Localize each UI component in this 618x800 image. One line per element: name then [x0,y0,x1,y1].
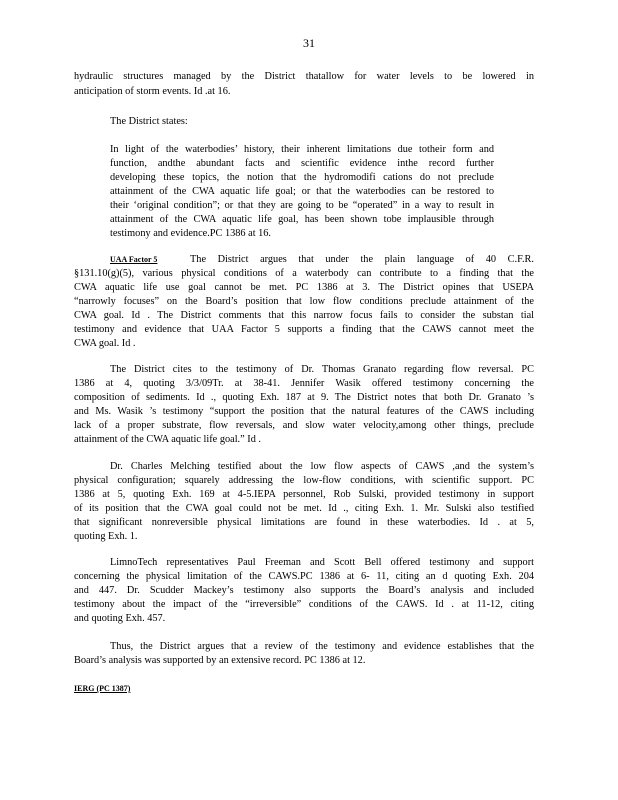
text-line: The District cites to the testimony of Dr. Thomas Granato regarding flow reversal. PC [110,364,534,375]
text-line: physical configuration; squarely addressing the low-flow conditions, with scientific support. PC [74,475,534,486]
text-line: CWA goal. Id . The District comments that this narrow focus fails to consider the substan tial [74,310,534,321]
quote-line: attainment of the CWA aquatic life goal, has been shown tobe implausible through [110,214,494,225]
text-line: CWA goal. Id . [74,338,136,349]
text-line: and 447. Dr. Scudder Mackey’s testimony also supports the Board’s analysis and included [74,585,534,596]
text-line: testimony about the impact of the “irreversible” conditions of the CAWS. Id . at 11-12, citing [74,599,534,610]
page-number: 31 [303,36,315,50]
text-line: hydraulic structures managed by the District thatallow for water levels to be lowered in [74,71,534,82]
text-line: anticipation of storm events. Id .at 16. [74,86,231,97]
text-line: lack of a proper substrate, flow reversals, and slow water velocity,among other things, preclude [74,420,534,431]
text-line: “narrowly focuses” on the Board’s position that low flow conditions preclude attainment of the [74,296,534,307]
text-line: Thus, the District argues that a review of the testimony and evidence establishes that the [110,641,534,652]
quote-line: developing these topics, the notion that the hydromodifi cations do not preclude [110,172,494,183]
text-line: CWA aquatic life use goal cannot be met. PC 1386 at 3. The District opines that USEPA [74,282,534,293]
text-line: The District states: [110,116,188,127]
text-line: Dr. Charles Melching testified about the low flow aspects of CAWS ,and the system’s [110,461,534,472]
quote-line: In light of the waterbodies’ history, their inherent limitations due totheir form and [110,144,494,155]
text-line: quoting Exh. 1. [74,531,138,542]
quote-line: their ‘original condition”; or that they are going to be “operated” in a way to result in [110,200,494,211]
text-line [110,253,534,266]
quote-line: function, andthe abundant facts and scientific evidence inthe record further [110,158,494,169]
quote-line: attainment of the CWA aquatic life goal; or that the waterbodies can be restored to [110,186,494,197]
text-line: testimony and evidence that UAA Factor 5 supports a finding that the CAWS cannot meet the [74,324,534,335]
text-line: of its position that the CWA goal could not be met. Id ., citing Exh. 1. Mr. Sulski also testified [74,503,534,514]
text-line: composition of sediments. Id ., quoting Exh. 187 at 9. The District notes that both Dr. Granato ’s [74,392,534,403]
text-line: 1386 at 4, quoting 3/3/09Tr. at 38-41. Jennifer Wasik offered testimony concerning the [74,378,534,389]
section-heading: UAA Factor 5 [110,255,158,264]
text-line: and quoting Exh. 457. [74,613,166,624]
text-line: LimnoTech representatives Paul Freeman and Scott Bell offered testimony and support [110,557,534,568]
text-line: 1386 at 5, quoting Exh. 169 at 4-5.IEPA personnel, Rob Sulski, provided testimony in support [74,489,534,500]
text-line: §131.10(g)(5), various physical conditions of a waterbody can contribute to a finding that the [74,268,534,279]
quote-line: testimony and evidence.PC 1386 at 16. [110,228,272,239]
text-line: Board’s analysis was supported by an extensive record. PC 1386 at 12. [74,655,366,666]
section-heading: IERG (PC 1387) [74,684,131,693]
text-line-content: The District argues that under the plain language of 40 C.F.R. [190,254,534,265]
text-line: attainment of the CWA aquatic life goal.” Id . [74,434,261,445]
text-line: and Ms. Wasik ’s testimony “support the position that the natural features of the CAWS including [74,406,534,417]
text-line: that significant nonreversible physical limitations are found in these waterbodies. Id . at 5, [74,517,534,528]
text-line: concerning the physical limitation of the CAWS.PC 1386 at 6- 11, citing an d quoting Exh. 204 [74,571,534,582]
